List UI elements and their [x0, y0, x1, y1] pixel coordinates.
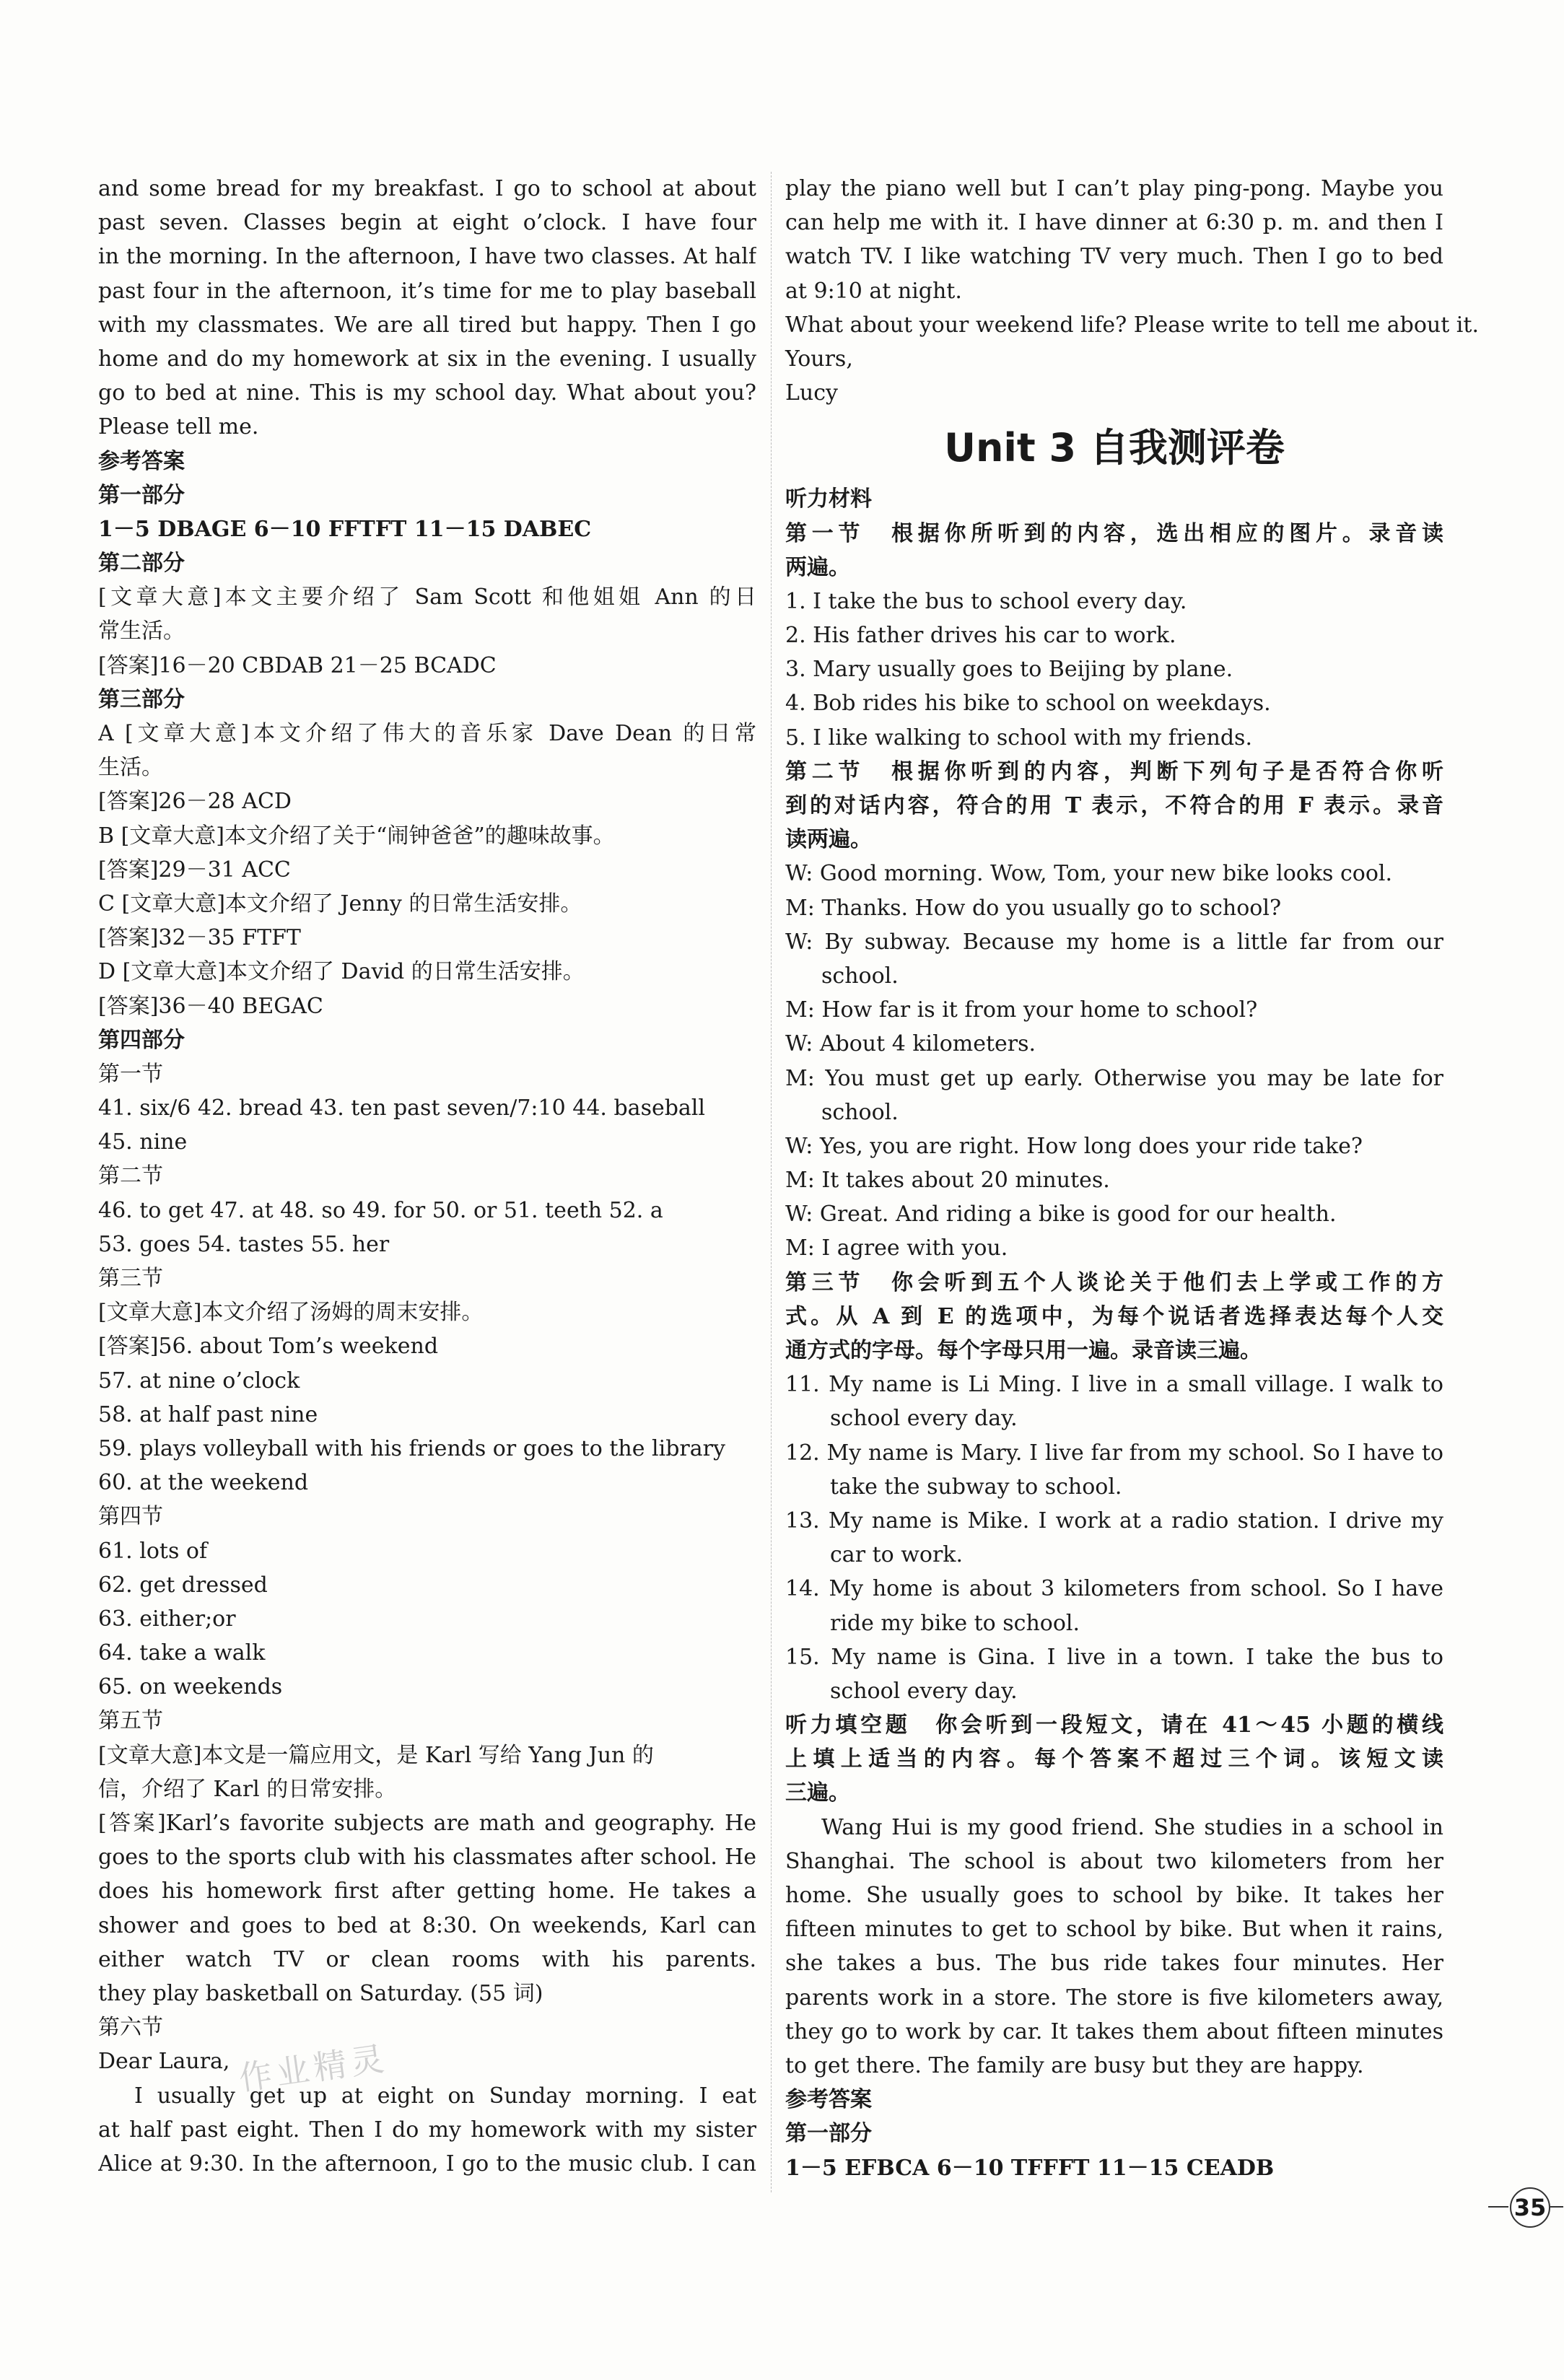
- left-text-line: does his homework first after getting home. He takes a: [98, 1878, 756, 1904]
- unit3-line: school every day.: [830, 1406, 1018, 1432]
- letter-line: at 9:10 at night.: [785, 278, 962, 304]
- unit3-line: car to work.: [830, 1542, 964, 1568]
- unit3-line: 参考答案: [785, 2087, 872, 2113]
- left-text-line: 46. to get 47. at 48. so 49. for 50. or 51. teeth 52. a: [98, 1197, 663, 1223]
- left-text-line: 信，介绍了 Karl 的日常安排。: [98, 1776, 397, 1802]
- left-text-line: [文章大意]本文是一篇应用文，是 Karl 写给 Yang Jun 的: [98, 1742, 654, 1768]
- left-text-line: 第二部分: [98, 551, 185, 577]
- unit3-line: 第一部分: [785, 2121, 872, 2147]
- left-text-line: [答案]26－28 ACD: [98, 789, 292, 815]
- left-text-line: 第六节: [98, 2015, 163, 2041]
- left-text-line: 41. six/6 42. bread 43. ten past seven/7:10 44. baseball: [98, 1095, 705, 1121]
- unit3-line: W: By subway. Because my home is a little far from our: [785, 929, 1443, 955]
- left-text-line: 60. at the weekend: [98, 1470, 309, 1496]
- left-text-line: and some bread for my breakfast. I go to school at about: [98, 176, 756, 201]
- left-text-line: I usually get up at eight on Sunday morning. I eat: [134, 2083, 756, 2109]
- page-number: 35: [1510, 2187, 1550, 2228]
- left-text-line: goes to the sports club with his classmates after school. He: [98, 1845, 756, 1871]
- unit3-line: 通方式的字母。每个字母只用一遍。录音读三遍。: [785, 1338, 1262, 1363]
- unit3-line: 14. My home is about 3 kilometers from school. So I have: [785, 1576, 1443, 1602]
- left-column: [98, 172, 756, 2181]
- letter-line: watch TV. I like watching TV very much. Then I go to bed: [785, 244, 1443, 270]
- unit3-line: 到的对话内容，符合的用 T 表示，不符合的用 F 表示。录音: [785, 793, 1443, 818]
- unit3-line: 12. My name is Mary. I live far from my school. So I have to: [785, 1440, 1443, 1466]
- page-number-rule-right: [1550, 2206, 1563, 2208]
- unit3-line: W: Good morning. Wow, Tom, your new bike looks cool.: [785, 861, 1393, 887]
- unit3-line: 第二节 根据你听到的内容，判断下列句子是否符合你听: [785, 758, 1443, 784]
- page-number-rule-left: [1488, 2206, 1508, 2208]
- right-column: [785, 172, 1479, 2185]
- left-text-line: Alice at 9:30. In the afternoon, I go to the music club. I can: [98, 2151, 756, 2176]
- unit3-line: 15. My name is Gina. I live in a town. I take the bus to: [785, 1644, 1443, 1670]
- left-text-line: they play basketball on Saturday. (55 词): [98, 1980, 543, 2006]
- unit3-line: fifteen minutes to get to school by bike. But when it rains,: [785, 1917, 1443, 1943]
- unit3-line: take the subway to school.: [830, 1474, 1122, 1500]
- unit3-line: 听力填空题 你会听到一段短文，请在 41～45 小题的横线: [785, 1712, 1443, 1738]
- unit3-line: 1－5 EFBCA 6－10 TFFFT 11－15 CEADB: [785, 2155, 1275, 2181]
- left-text-line: 64. take a walk: [98, 1640, 266, 1666]
- left-text-line: 65. on weekends: [98, 1674, 283, 1700]
- unit3-line: W: About 4 kilometers.: [785, 1031, 1036, 1057]
- unit3-line: parents work in a store. The store is five kilometers away,: [785, 1985, 1443, 2011]
- left-text-line: 61. lots of: [98, 1538, 208, 1564]
- left-text-line: [答案]36－40 BEGAC: [98, 993, 323, 1019]
- left-text-line: [答案]16－20 CBDAB 21－25 BCADC: [98, 652, 497, 678]
- unit3-line: 4. Bob rides his bike to school on weekdays.: [785, 691, 1271, 717]
- unit3-line: home. She usually goes to school by bike. It takes her: [785, 1883, 1443, 1908]
- left-text-line: 常生活。: [98, 618, 185, 644]
- left-text-line: [答案]29－31 ACC: [98, 857, 291, 883]
- unit3-line: school.: [821, 963, 899, 989]
- left-text-line: either watch TV or clean rooms with his parents.: [98, 1946, 756, 1972]
- left-text-line: [答案]Karl’s favorite subjects are math and geography. He: [98, 1811, 756, 1836]
- left-text-line: 57. at nine o’clock: [98, 1368, 300, 1394]
- unit3-line: 13. My name is Mike. I work at a radio station. I drive my: [785, 1508, 1443, 1534]
- left-text-line: C [文章大意]本文介绍了 Jenny 的日常生活安排。: [98, 891, 582, 916]
- left-text-line: shower and goes to bed at 8:30. On weekends, Karl can: [98, 1912, 756, 1938]
- left-text-line: 63. either;or: [98, 1606, 236, 1632]
- unit3-line: 5. I like walking to school with my friends.: [785, 725, 1252, 751]
- unit3-line: W: Yes, you are right. How long does your ride take?: [785, 1133, 1363, 1159]
- letter-line: Lucy: [785, 380, 838, 406]
- unit3-line: M: You must get up early. Otherwise you may be late for: [785, 1065, 1443, 1091]
- letter-line: play the piano well but I can’t play ping-pong. Maybe you: [785, 176, 1443, 201]
- unit3-line: M: It takes about 20 minutes.: [785, 1168, 1110, 1194]
- unit3-line: she takes a bus. The bus ride takes four minutes. Her: [785, 1951, 1443, 1977]
- left-text-line: 1－5 DBAGE 6－10 FFTFT 11－15 DABEC: [98, 516, 592, 542]
- left-text-line: 第四部分: [98, 1027, 185, 1053]
- unit3-line: 式。从 A 到 E 的选项中，为每个说话者选择表达每个人交: [785, 1303, 1443, 1329]
- unit3-line: M: I agree with you.: [785, 1235, 1008, 1261]
- unit3-line: Shanghai. The school is about two kilometers from her: [785, 1848, 1443, 1874]
- unit3-line: 第三节 你会听到五个人谈论关于他们去上学或工作的方: [785, 1269, 1443, 1295]
- left-text-line: 第四节: [98, 1504, 163, 1530]
- left-text-line: go to bed at nine. This is my school day. What about you?: [98, 380, 756, 406]
- left-text-line: at half past eight. Then I do my homework with my sister: [98, 2117, 756, 2143]
- unit3-line: 11. My name is Li Ming. I live in a small village. I walk to: [785, 1372, 1443, 1398]
- unit3-line: they go to work by car. It takes them about fifteen minutes: [785, 2018, 1443, 2044]
- watermark: 作业精灵: [236, 2038, 391, 2099]
- unit3-line: 两遍。: [785, 554, 850, 580]
- column-divider: [771, 172, 772, 2192]
- left-text-line: with my classmates. We are all tired but happy. Then I go: [98, 312, 756, 338]
- left-text-line: home and do my homework at six in the evening. I usually: [98, 346, 756, 372]
- left-text-line: [文章大意]本文主要介绍了 Sam Scott 和他姐姐 Ann 的日: [98, 585, 756, 611]
- unit3-line: 第一节 根据你所听到的内容，选出相应的图片。录音读: [785, 520, 1443, 546]
- unit3-line: 2. His father drives his car to work.: [785, 623, 1176, 649]
- left-text-line: A [文章大意]本文介绍了伟大的音乐家 Dave Dean 的日常: [98, 721, 756, 746]
- unit3-line: 1. I take the bus to school every day.: [785, 588, 1187, 614]
- unit3-line: W: Great. And riding a bike is good for our health.: [785, 1202, 1337, 1228]
- left-text-line: 第五节: [98, 1708, 163, 1734]
- left-text-line: D [文章大意]本文介绍了 David 的日常生活安排。: [98, 959, 585, 985]
- left-text-line: 62. get dressed: [98, 1572, 268, 1598]
- left-text-line: Please tell me.: [98, 414, 259, 440]
- letter-line: What about your weekend life? Please write to tell me about it.: [785, 312, 1479, 338]
- left-text-line: [答案]32－35 FTFT: [98, 925, 301, 951]
- left-text-line: 第三部分: [98, 686, 185, 712]
- unit3-line: ride my bike to school.: [830, 1610, 1080, 1636]
- left-text-line: Dear Laura,: [98, 2049, 230, 2075]
- left-text-line: B [文章大意]本文介绍了关于“闹钟爸爸”的趣味故事。: [98, 823, 615, 849]
- unit3-line: 三遍。: [785, 1780, 850, 1806]
- unit3-line: 读两遍。: [785, 827, 872, 853]
- left-text-line: 第三节: [98, 1266, 163, 1291]
- unit3-line: M: How far is it from your home to school?: [785, 997, 1258, 1023]
- letter-line: Yours,: [785, 346, 853, 372]
- left-text-line: past seven. Classes begin at eight o’clock. I have four: [98, 210, 756, 236]
- left-text-line: past four in the afternoon, it’s time for me to play baseball: [98, 278, 756, 304]
- unit3-line: Wang Hui is my good friend. She studies in a school in: [821, 1814, 1443, 1840]
- letter-line: can help me with it. I have dinner at 6:30 p. m. and then I: [785, 210, 1443, 236]
- left-text-line: 参考答案: [98, 448, 185, 474]
- unit3-line: to get there. The family are busy but they are happy.: [785, 2052, 1364, 2078]
- unit3-line: M: Thanks. How do you usually go to school?: [785, 895, 1282, 921]
- left-text-line: in the morning. In the afternoon, I have two classes. At half: [98, 244, 756, 270]
- unit-title: Unit 3 自我测评卷: [944, 425, 1285, 471]
- left-text-line: 第一部分: [98, 482, 185, 508]
- unit3-line: 听力材料: [785, 486, 872, 512]
- unit3-line: school.: [821, 1099, 899, 1125]
- left-text-line: 第一节: [98, 1061, 163, 1087]
- left-text-line: 生活。: [98, 755, 163, 781]
- letter-ending: [785, 172, 1479, 410]
- left-text-line: 第二节: [98, 1163, 163, 1189]
- left-text-line: 59. plays volleyball with his friends or goes to the library: [98, 1435, 725, 1461]
- left-text-line: [文章大意]本文介绍了汤姆的周末安排。: [98, 1300, 484, 1326]
- left-text-line: [答案]56. about Tom’s weekend: [98, 1334, 439, 1360]
- unit3-line: 3. Mary usually goes to Beijing by plane.: [785, 657, 1233, 683]
- unit3-line: 上填上适当的内容。每个答案不超过三个词。该短文读: [785, 1746, 1443, 1772]
- left-text-line: 45. nine: [98, 1129, 188, 1155]
- unit3-line: school every day.: [830, 1678, 1018, 1704]
- left-text-line: 53. goes 54. tastes 55. her: [98, 1231, 390, 1257]
- left-text-line: 58. at half past nine: [98, 1401, 318, 1427]
- unit3-content: [785, 482, 1443, 2184]
